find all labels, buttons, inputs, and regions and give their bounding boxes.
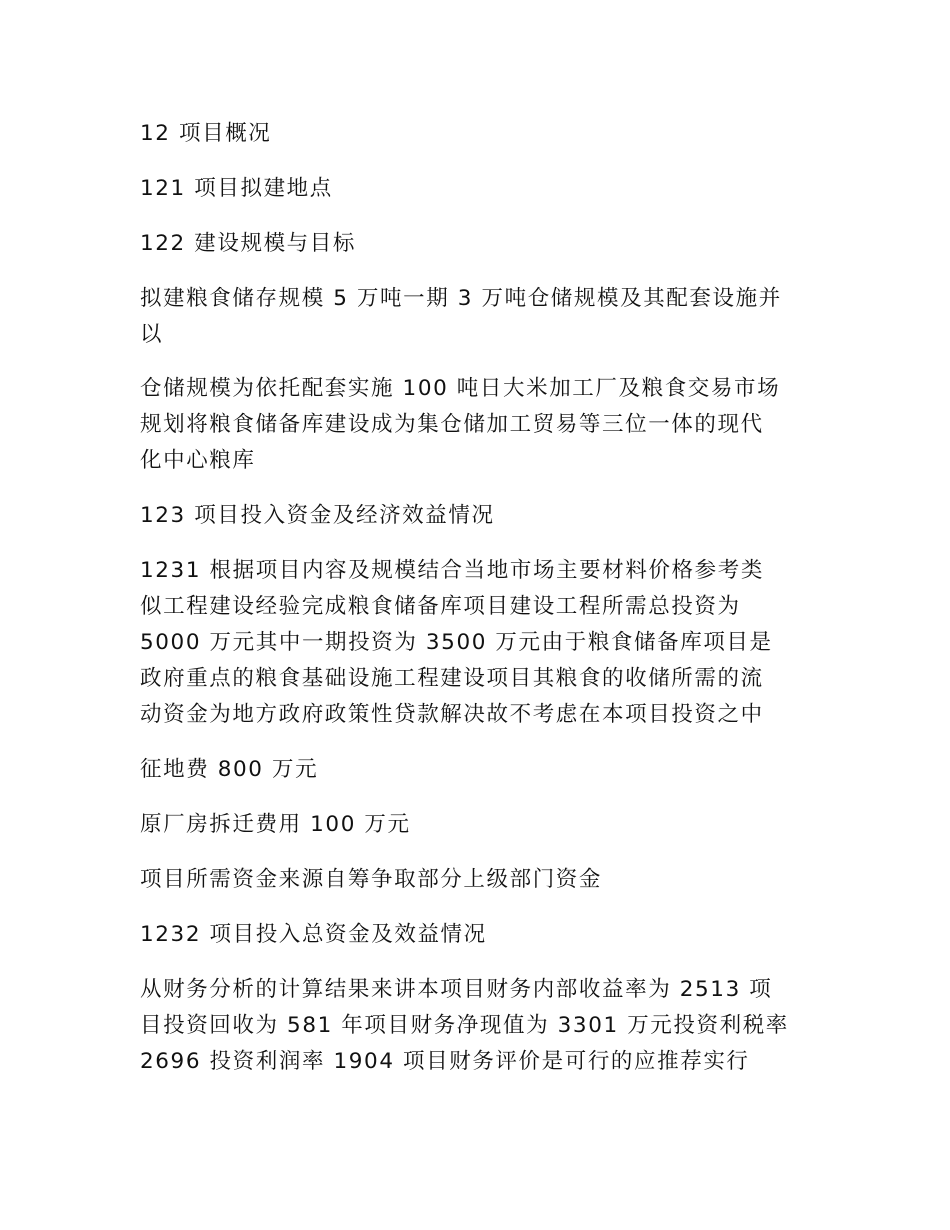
- section-heading-1-2-3-2: [140, 917, 820, 953]
- text-line: 征地费 800 万元: [140, 757, 319, 782]
- text-line: 项目所需资金来源自筹争取部分上级部门资金: [140, 867, 603, 892]
- text-line: 122 建设规模与目标: [140, 231, 356, 256]
- text-line: 拟建粮食储存规模 5 万吨一期 3 万吨仓储规模及其配套设施并: [140, 286, 782, 311]
- text-line: 原厂房拆迁费用 100 万元: [140, 812, 411, 837]
- paragraph-investment: [140, 553, 820, 733]
- text-line: 12 项目概况: [140, 121, 272, 146]
- text-line: 5000 万元其中一期投资为 3500 万元由于粮食储备库项目是: [140, 630, 773, 655]
- text-line: 1232 项目投入总资金及效益情况: [140, 922, 487, 947]
- paragraph-financial-analysis: [140, 972, 820, 1080]
- text-line: 动资金为地方政府政策性贷款解决故不考虑在本项目投资之中: [140, 702, 764, 727]
- text-line: 似工程建设经验完成粮食储备库项目建设工程所需总投资为: [140, 594, 741, 619]
- section-heading-1-2: [140, 116, 820, 152]
- text-line: 从财务分析的计算结果来讲本项目财务内部收益率为 2513 项: [140, 977, 773, 1002]
- text-line: 123 项目投入资金及经济效益情况: [140, 503, 495, 528]
- section-heading-1-2-2: [140, 226, 820, 262]
- text-line: 121 项目拟建地点: [140, 176, 333, 201]
- text-line: 1231 根据项目内容及规模结合当地市场主要材料价格参考类: [140, 558, 764, 583]
- section-heading-1-2-3: [140, 498, 820, 534]
- section-heading-1-2-1: [140, 171, 820, 207]
- paragraph-demolition-fee: [140, 807, 820, 843]
- paragraph-land-fee: [140, 752, 820, 788]
- text-line: 2696 投资利润率 1904 项目财务评价是可行的应推荐实行: [140, 1049, 750, 1074]
- text-line: 政府重点的粮食基础设施工程建设项目其粮食的收储所需的流: [140, 666, 764, 691]
- paragraph-fund-source: [140, 862, 820, 898]
- text-line: 目投资回收为 581 年项目财务净现值为 3301 万元投资利税率: [140, 1013, 789, 1038]
- text-line: 以: [140, 322, 164, 347]
- text-line: 化中心粮库: [140, 448, 256, 473]
- paragraph-storage-scale: [140, 281, 820, 353]
- text-line: 仓储规模为依托配套实施 100 吨日大米加工厂及粮食交易市场: [140, 376, 781, 401]
- text-line: 规划将粮食储备库建设成为集仓储加工贸易等三位一体的现代: [140, 412, 764, 437]
- paragraph-storage-plan: [140, 371, 820, 479]
